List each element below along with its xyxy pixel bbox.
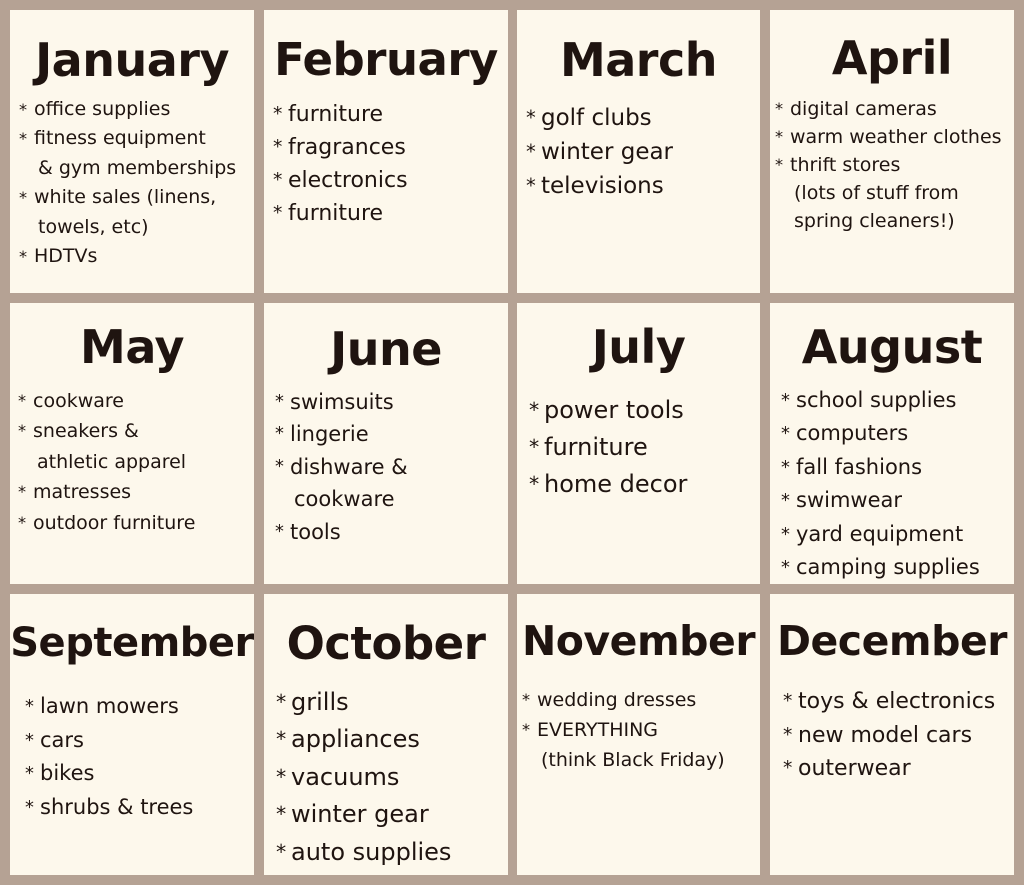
list-item xyxy=(40,724,254,758)
item-text: outerwear xyxy=(798,756,911,782)
list-item xyxy=(544,466,760,503)
item-text: swimwear xyxy=(796,488,903,513)
item-list xyxy=(790,95,1014,235)
item-text: lawn mowers xyxy=(40,694,179,718)
item-text: home decor xyxy=(544,469,688,498)
list-item xyxy=(798,752,1014,786)
list-item xyxy=(290,418,508,451)
item-list xyxy=(798,685,1014,786)
month-title: February xyxy=(274,33,498,86)
item-text: winter gear xyxy=(291,800,429,829)
item-list xyxy=(33,386,254,539)
list-item xyxy=(790,123,1014,151)
month-title: April xyxy=(831,31,953,85)
month-title: October xyxy=(286,617,486,670)
month-title: January xyxy=(35,33,229,87)
list-item xyxy=(537,685,760,715)
item-text: appliances xyxy=(291,725,420,754)
list-item xyxy=(544,392,760,429)
list-item xyxy=(541,169,760,203)
item-text: golf clubs xyxy=(541,104,652,131)
list-item xyxy=(34,183,254,242)
item-list xyxy=(544,392,760,503)
item-text: swimsuits xyxy=(290,389,394,414)
month-card-june xyxy=(264,303,508,584)
list-item xyxy=(33,508,254,539)
item-list xyxy=(34,95,254,272)
item-text: furniture xyxy=(544,432,648,461)
item-text: computers xyxy=(796,421,909,446)
list-item xyxy=(291,684,508,722)
item-text: winter gear xyxy=(541,138,674,165)
list-item xyxy=(33,416,254,477)
list-item xyxy=(537,715,760,775)
list-item xyxy=(291,721,508,759)
item-text: school supplies xyxy=(796,387,957,412)
item-text: televisions xyxy=(541,172,664,199)
month-card-may xyxy=(10,303,254,584)
item-text-continued: & gym memberships xyxy=(38,156,237,179)
item-text: outdoor furniture xyxy=(33,511,196,534)
list-item xyxy=(33,386,254,417)
item-text: electronics xyxy=(288,167,408,193)
list-item xyxy=(796,518,1014,552)
list-item xyxy=(798,685,1014,719)
list-item xyxy=(796,451,1014,485)
month-title: July xyxy=(591,320,686,374)
month-card-december xyxy=(770,594,1014,875)
item-text: dishware & xyxy=(290,454,408,479)
item-text: furniture xyxy=(288,101,384,127)
item-text: wedding dresses xyxy=(537,689,697,712)
item-text: HDTVs xyxy=(34,245,98,268)
item-text: cars xyxy=(40,727,84,752)
item-text: fragrances xyxy=(288,134,406,160)
item-list xyxy=(40,690,254,824)
item-text: cookware xyxy=(33,389,124,412)
list-item xyxy=(541,101,760,135)
month-card-november xyxy=(517,594,760,875)
item-text: power tools xyxy=(544,395,684,424)
item-list xyxy=(541,101,760,203)
list-item xyxy=(34,95,254,125)
list-item xyxy=(33,477,254,508)
list-item xyxy=(291,759,508,797)
month-card-august xyxy=(770,303,1014,584)
month-card-february xyxy=(264,10,508,293)
item-text: furniture xyxy=(288,200,384,226)
month-title: June xyxy=(330,322,442,376)
item-text: grills xyxy=(291,687,349,716)
month-card-january xyxy=(10,10,254,293)
item-list xyxy=(290,386,508,549)
list-item xyxy=(291,796,508,834)
item-text: fall fashions xyxy=(796,454,923,479)
month-card-july xyxy=(517,303,760,584)
item-text: white sales (linens, xyxy=(34,186,217,209)
item-text: tools xyxy=(290,519,341,544)
month-card-october xyxy=(264,594,508,875)
list-item xyxy=(796,417,1014,451)
item-text: digital cameras xyxy=(790,97,937,120)
item-text: thrift stores xyxy=(790,153,901,176)
list-item xyxy=(796,551,1014,584)
item-text: vacuums xyxy=(291,762,400,791)
list-item xyxy=(790,151,1014,235)
item-text: matresses xyxy=(33,481,132,504)
list-item xyxy=(541,135,760,169)
list-item xyxy=(34,124,254,183)
list-item xyxy=(40,791,254,825)
list-item xyxy=(291,834,508,872)
item-text: lingerie xyxy=(290,422,369,447)
list-item xyxy=(798,719,1014,753)
item-text: camping supplies xyxy=(796,555,980,580)
item-text: warm weather clothes xyxy=(790,125,1002,148)
item-text: shrubs & trees xyxy=(40,794,194,819)
month-title: September xyxy=(10,620,254,666)
month-title: December xyxy=(776,617,1008,665)
month-card-september xyxy=(10,594,254,875)
list-item xyxy=(40,757,254,791)
item-text-continued: spring cleaners!) xyxy=(794,209,955,232)
list-item xyxy=(40,690,254,724)
list-item xyxy=(544,429,760,466)
item-text: EVERYTHING xyxy=(537,719,659,742)
month-title: May xyxy=(80,320,184,374)
item-text-continued: athletic apparel xyxy=(37,450,187,473)
item-text: office supplies xyxy=(34,97,171,120)
list-item xyxy=(290,516,508,549)
item-list xyxy=(291,684,508,872)
item-text: fitness equipment xyxy=(34,127,206,150)
list-item xyxy=(290,386,508,419)
item-text-continued: (lots of stuff from xyxy=(794,181,959,204)
month-title: November xyxy=(521,617,756,665)
list-item xyxy=(288,131,508,164)
month-title: March xyxy=(559,33,718,87)
list-item xyxy=(790,95,1014,123)
month-card-april xyxy=(770,10,1014,293)
list-item xyxy=(290,451,508,516)
item-text: new model cars xyxy=(798,722,973,748)
item-text: yard equipment xyxy=(796,521,964,546)
item-list xyxy=(796,384,1014,584)
item-text: auto supplies xyxy=(291,837,452,866)
list-item xyxy=(796,384,1014,418)
list-item xyxy=(288,98,508,131)
item-text-continued: towels, etc) xyxy=(38,215,149,238)
list-item xyxy=(34,242,254,272)
item-list xyxy=(537,685,760,775)
month-card-march xyxy=(517,10,760,293)
list-item xyxy=(288,164,508,197)
item-text-continued: (think Black Friday) xyxy=(541,749,725,772)
item-text: bikes xyxy=(40,761,95,785)
item-list xyxy=(288,98,508,230)
month-title: August xyxy=(801,320,983,374)
list-item xyxy=(796,484,1014,518)
list-item xyxy=(288,197,508,230)
item-text-continued: cookware xyxy=(294,487,395,512)
item-text: sneakers & xyxy=(33,420,139,443)
item-text: toys & electronics xyxy=(798,689,996,715)
